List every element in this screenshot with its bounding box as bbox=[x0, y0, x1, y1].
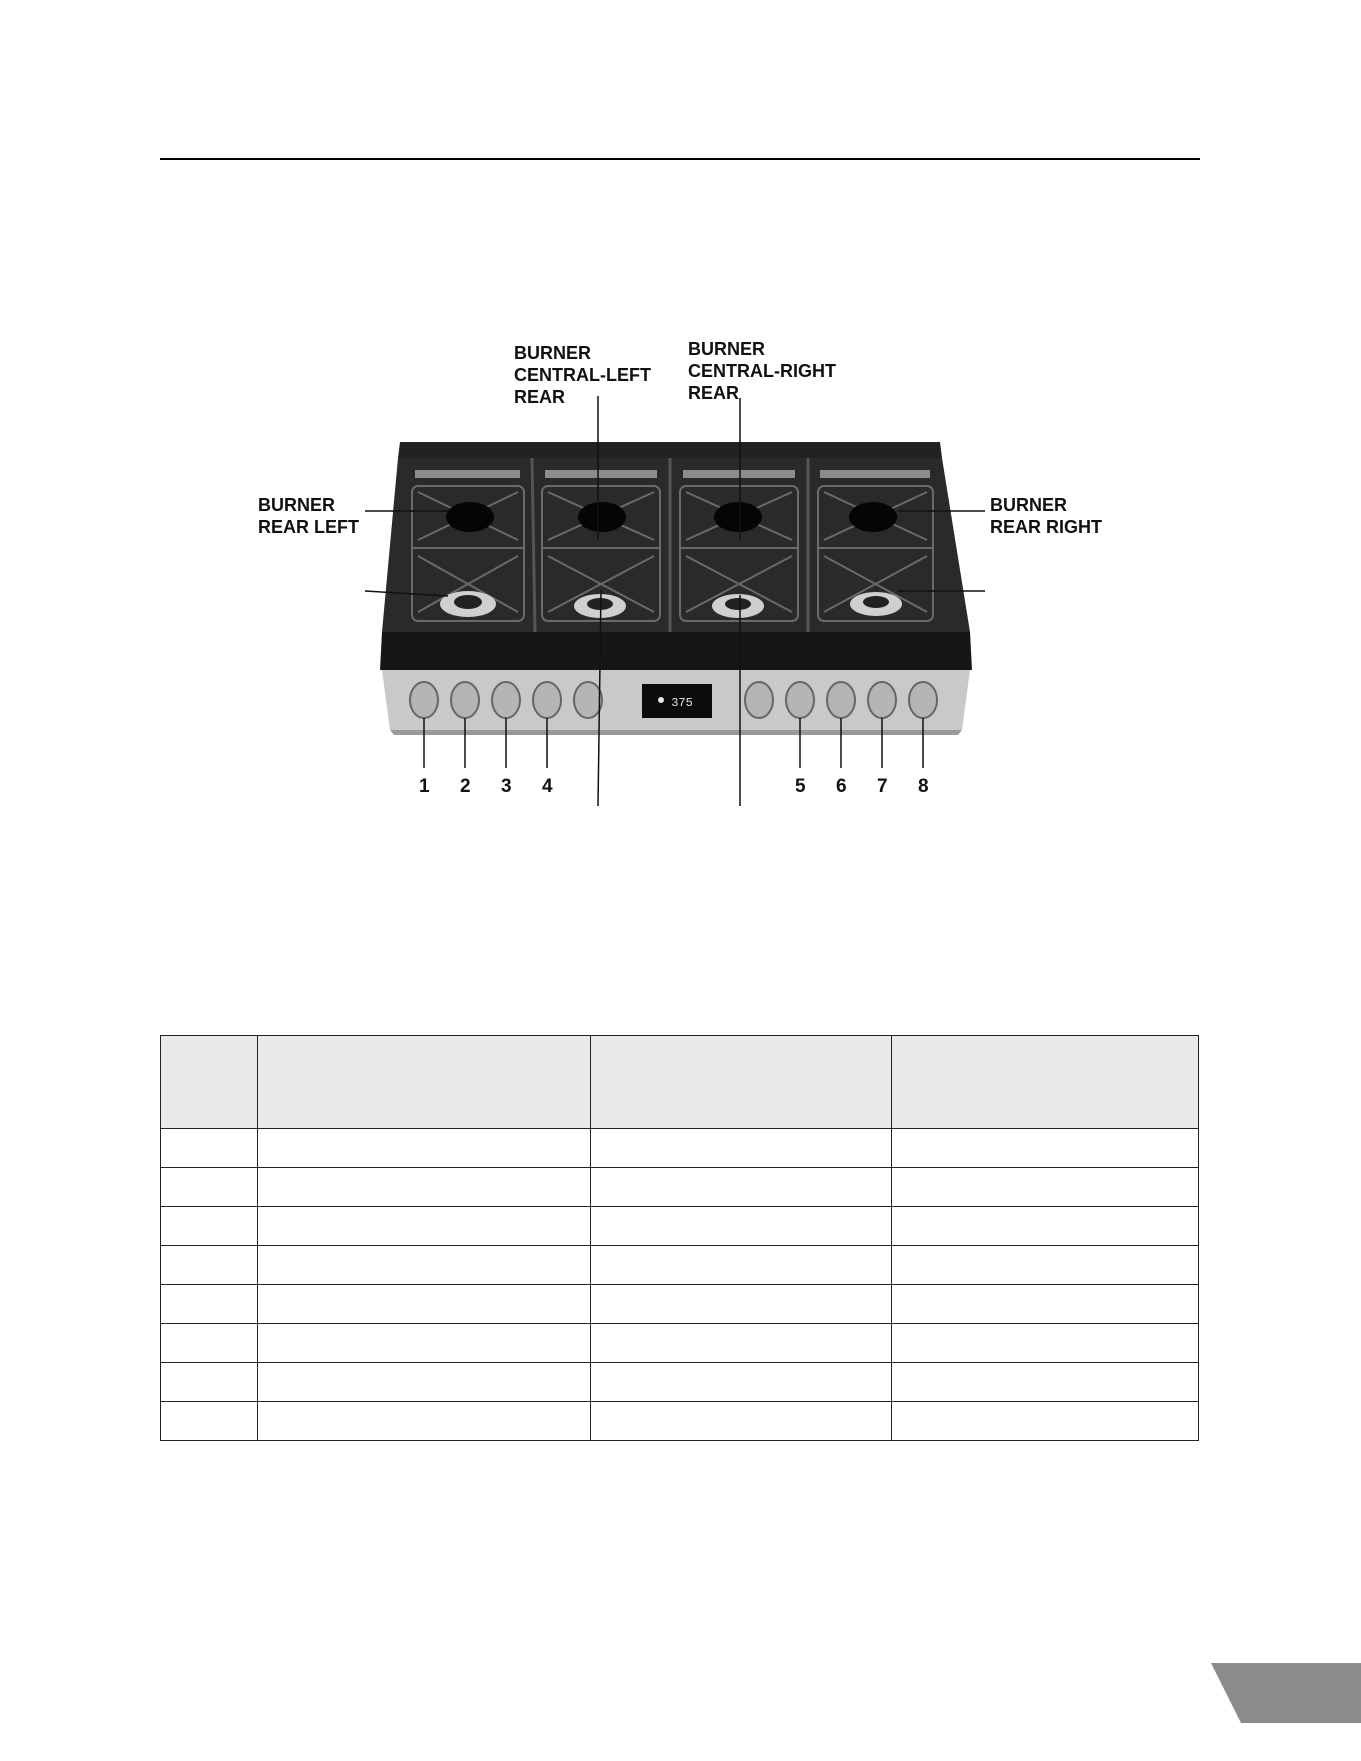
label-central-right-rear: BURNER CENTRAL-RIGHT REAR bbox=[688, 339, 836, 403]
page-tab-marker bbox=[1211, 1663, 1361, 1723]
table-cell bbox=[892, 1168, 1199, 1207]
display-readout: 375 bbox=[671, 696, 693, 710]
table-cell bbox=[258, 1207, 591, 1246]
table-row bbox=[161, 1285, 1199, 1324]
label-rear-right: BURNER REAR RIGHT bbox=[990, 495, 1102, 537]
table-cell bbox=[161, 1285, 258, 1324]
table-header-row bbox=[161, 1036, 1199, 1129]
table-header-cell bbox=[258, 1036, 591, 1129]
table-cell bbox=[258, 1285, 591, 1324]
knob-number-8: 8 bbox=[918, 776, 929, 797]
knob-number-4: 4 bbox=[542, 776, 553, 797]
table-cell bbox=[161, 1246, 258, 1285]
burner-table bbox=[160, 1035, 1199, 1441]
table-cell bbox=[161, 1324, 258, 1363]
table-cell bbox=[591, 1363, 892, 1402]
table-cell bbox=[258, 1129, 591, 1168]
table-header-cell bbox=[161, 1036, 258, 1129]
table-row bbox=[161, 1168, 1199, 1207]
table-cell bbox=[258, 1402, 591, 1441]
backguard bbox=[398, 442, 942, 458]
table-cell bbox=[161, 1207, 258, 1246]
table-cell bbox=[591, 1285, 892, 1324]
table-header-cell bbox=[591, 1036, 892, 1129]
table-row bbox=[161, 1402, 1199, 1441]
table-row bbox=[161, 1207, 1199, 1246]
table-cell bbox=[591, 1168, 892, 1207]
label-rear-left: BURNER REAR LEFT bbox=[258, 495, 359, 537]
table-cell bbox=[892, 1285, 1199, 1324]
table-cell bbox=[892, 1246, 1199, 1285]
knob-number-2: 2 bbox=[460, 776, 471, 797]
table-cell bbox=[591, 1207, 892, 1246]
table-cell bbox=[591, 1402, 892, 1441]
table-cell bbox=[258, 1168, 591, 1207]
table-cell bbox=[892, 1363, 1199, 1402]
table-cell bbox=[161, 1168, 258, 1207]
table-cell bbox=[161, 1363, 258, 1402]
table-cell bbox=[161, 1402, 258, 1441]
table-cell bbox=[591, 1246, 892, 1285]
table-row bbox=[161, 1246, 1199, 1285]
knob-number-3: 3 bbox=[501, 776, 512, 797]
knob-number-5: 5 bbox=[795, 776, 806, 797]
table-header-cell bbox=[892, 1036, 1199, 1129]
table-row bbox=[161, 1363, 1199, 1402]
table-row bbox=[161, 1129, 1199, 1168]
table-cell bbox=[892, 1129, 1199, 1168]
table-cell bbox=[892, 1207, 1199, 1246]
table-cell bbox=[161, 1129, 258, 1168]
table-cell bbox=[258, 1246, 591, 1285]
table-cell bbox=[892, 1324, 1199, 1363]
knob-number-6: 6 bbox=[836, 776, 847, 797]
knob-number-1: 1 bbox=[419, 776, 430, 797]
table-cell bbox=[258, 1324, 591, 1363]
table-cell bbox=[591, 1129, 892, 1168]
table-row bbox=[161, 1324, 1199, 1363]
cooktop-front-edge bbox=[380, 632, 972, 670]
table-cell bbox=[591, 1324, 892, 1363]
knob-number-7: 7 bbox=[877, 776, 888, 797]
label-central-left-rear: BURNER CENTRAL-LEFT REAR bbox=[514, 343, 651, 407]
table-cell bbox=[258, 1363, 591, 1402]
table-cell bbox=[892, 1402, 1199, 1441]
